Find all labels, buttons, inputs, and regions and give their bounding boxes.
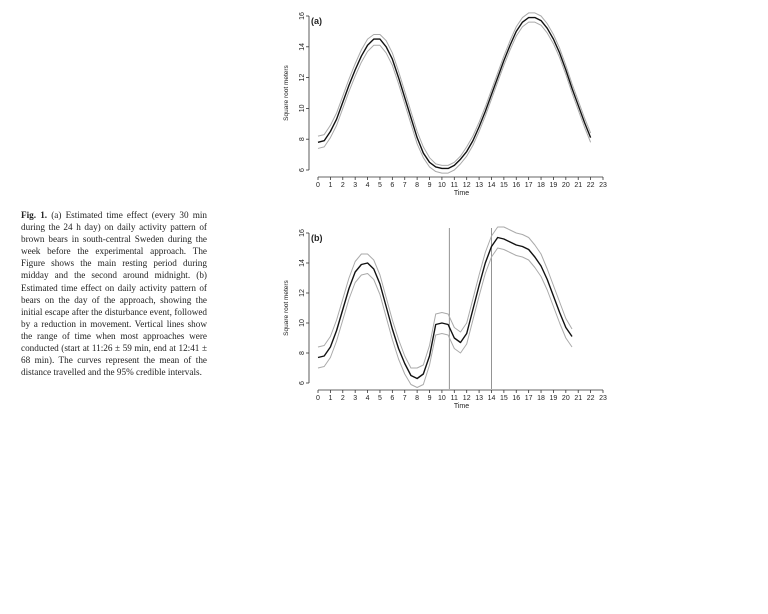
y-tick-label: 6 [299, 381, 306, 385]
series-line-lower [318, 248, 572, 388]
y-tick-label: 8 [299, 351, 306, 355]
x-tick-label: 2 [340, 182, 345, 189]
x-tick-label: 7 [402, 182, 407, 189]
x-tick-label: 0 [316, 395, 320, 402]
y-axis-label: Square root meters [283, 280, 290, 336]
y-tick-label: 12 [299, 289, 306, 297]
x-tick-label: 1 [328, 182, 333, 189]
x-tick-label: 6 [390, 395, 395, 402]
x-tick-label: 5 [378, 395, 382, 402]
x-tick-label: 22 [586, 182, 595, 189]
x-tick-label: 2 [340, 395, 345, 402]
x-tick-label: 21 [574, 395, 583, 402]
y-axis-label: Square root meters [283, 65, 290, 121]
x-tick-label: 16 [512, 182, 521, 189]
x-tick-label: 14 [487, 395, 496, 402]
x-tick-label: 8 [415, 182, 420, 189]
panel-label: (a) [311, 16, 322, 26]
x-tick-label: 0 [316, 182, 320, 189]
series-line-mean [318, 238, 572, 379]
y-tick-label: 12 [299, 73, 306, 82]
x-tick-label: 3 [353, 182, 358, 189]
x-tick-label: 19 [549, 395, 558, 402]
x-tick-label: 13 [475, 182, 483, 189]
x-tick-label: 14 [487, 182, 496, 189]
x-tick-label: 8 [415, 395, 420, 402]
x-tick-label: 3 [353, 395, 358, 402]
x-axis-label: Time [453, 190, 470, 197]
x-tick-label: 7 [402, 395, 407, 402]
x-tick-label: 6 [390, 182, 395, 189]
x-tick-label: 12 [462, 395, 471, 402]
x-tick-label: 9 [427, 182, 432, 189]
x-tick-label: 16 [512, 395, 521, 402]
x-axis-label: Time [453, 403, 470, 410]
y-tick-label: 16 [299, 12, 306, 20]
chart-panel-b [283, 227, 607, 410]
series-line-upper [318, 227, 572, 368]
x-tick-label: 15 [499, 182, 508, 189]
x-tick-label: 17 [524, 182, 533, 189]
x-tick-label: 19 [549, 182, 558, 189]
x-tick-label: 9 [427, 395, 432, 402]
y-tick-label: 8 [299, 137, 306, 142]
x-tick-label: 18 [537, 182, 545, 189]
series-line-lower [318, 22, 591, 173]
x-tick-label: 23 [599, 182, 607, 189]
x-tick-label: 4 [365, 182, 370, 189]
series-line-upper [318, 13, 591, 165]
x-tick-label: 22 [586, 395, 595, 402]
caption-label: Fig. 1. [21, 210, 48, 220]
x-tick-label: 13 [475, 395, 483, 402]
x-tick-label: 21 [574, 182, 583, 189]
x-tick-label: 20 [561, 182, 570, 189]
x-tick-label: 15 [499, 395, 508, 402]
y-tick-label: 14 [299, 259, 306, 267]
x-tick-label: 10 [438, 182, 446, 189]
y-tick-label: 14 [299, 42, 306, 51]
x-tick-label: 1 [328, 395, 333, 402]
x-tick-label: 10 [438, 395, 446, 402]
y-tick-label: 10 [299, 319, 306, 327]
x-tick-label: 11 [450, 182, 458, 189]
x-tick-label: 23 [599, 395, 607, 402]
y-tick-label: 10 [299, 104, 306, 113]
x-tick-label: 11 [450, 395, 458, 402]
x-tick-label: 17 [524, 395, 533, 402]
x-tick-label: 12 [462, 182, 471, 189]
x-tick-label: 4 [365, 395, 370, 402]
x-tick-label: 18 [537, 395, 545, 402]
series-line-mean [318, 18, 591, 169]
panel-label: (b) [311, 233, 323, 243]
x-tick-label: 5 [378, 182, 382, 189]
chart-panel-a [283, 12, 607, 197]
y-tick-label: 16 [299, 229, 306, 237]
caption-text: (a) Estimated time effect (every 30 min during the 24 h day) on daily activity pattern of brown bears in south-central Sweden during the week before the experimental approach. The Figure shows the main resting period during midday and the second around midnight. (b) Estimated time effect on daily activity pattern of bears on the day of the approach, showing the initial escape after the disturbance event, followed by a reduction in movement. Vertical lines show the range of time when most approaches were conducted (start at 11:26 ± 59 min, end at 12:41 ± 68 min). The curves represent the mean of the distance travelled and the 95% credible intervals. [21, 210, 208, 378]
x-tick-label: 20 [561, 395, 570, 402]
y-tick-label: 6 [299, 168, 306, 172]
